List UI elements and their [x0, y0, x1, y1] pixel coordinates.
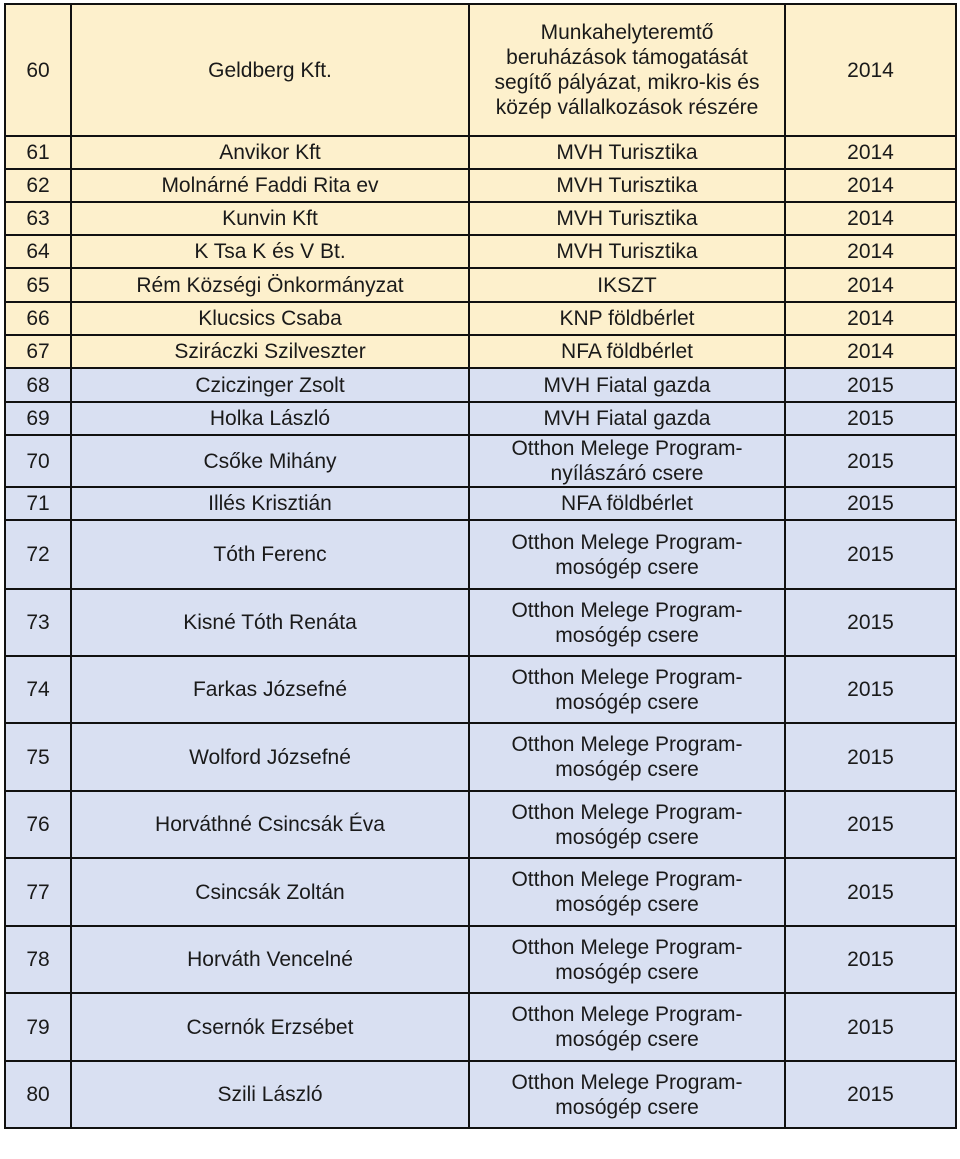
beneficiary-name-cell: Anvikor Kft: [71, 136, 469, 169]
program-cell: Otthon Melege Program- mosógép csere: [469, 993, 785, 1061]
program-cell: MVH Turisztika: [469, 169, 785, 202]
table-row: [5, 589, 956, 656]
table-row: [5, 4, 956, 136]
row-number-cell: 77: [5, 858, 71, 926]
year-cell: 2015: [785, 589, 956, 656]
row-number-cell: 63: [5, 202, 71, 235]
table-row: [5, 235, 956, 268]
program-cell: NFA földbérlet: [469, 487, 785, 520]
year-cell: 2015: [785, 723, 956, 791]
row-number-cell: 80: [5, 1061, 71, 1128]
row-number-cell: 73: [5, 589, 71, 656]
beneficiary-name-cell: Szili László: [71, 1061, 469, 1128]
row-number-cell: 67: [5, 335, 71, 368]
beneficiary-name-cell: Rém Községi Önkormányzat: [71, 268, 469, 302]
year-cell: 2014: [785, 235, 956, 268]
table-row: [5, 487, 956, 520]
beneficiary-name-cell: Horváth Vencelné: [71, 926, 469, 993]
beneficiary-name-cell: Cziczinger Zsolt: [71, 368, 469, 402]
year-cell: 2014: [785, 136, 956, 169]
table-row: [5, 858, 956, 926]
table-row: [5, 268, 956, 302]
row-number-cell: 68: [5, 368, 71, 402]
year-cell: 2015: [785, 926, 956, 993]
year-cell: 2015: [785, 487, 956, 520]
program-cell: MVH Fiatal gazda: [469, 402, 785, 435]
beneficiary-name-cell: Geldberg Kft.: [71, 4, 469, 136]
table-row: [5, 1061, 956, 1128]
year-cell: 2015: [785, 993, 956, 1061]
row-number-cell: 60: [5, 4, 71, 136]
program-cell: Otthon Melege Program- mosógép csere: [469, 589, 785, 656]
year-cell: 2015: [785, 858, 956, 926]
beneficiary-name-cell: Kunvin Kft: [71, 202, 469, 235]
program-cell: NFA földbérlet: [469, 335, 785, 368]
beneficiary-name-cell: Csincsák Zoltán: [71, 858, 469, 926]
beneficiaries-table: [4, 3, 957, 1129]
beneficiary-name-cell: Holka László: [71, 402, 469, 435]
year-cell: 2015: [785, 791, 956, 858]
program-cell: MVH Turisztika: [469, 202, 785, 235]
program-cell: IKSZT: [469, 268, 785, 302]
row-number-cell: 72: [5, 520, 71, 589]
beneficiary-name-cell: Wolford Józsefné: [71, 723, 469, 791]
year-cell: 2014: [785, 202, 956, 235]
table-row: [5, 993, 956, 1061]
beneficiary-name-cell: Csőke Mihány: [71, 435, 469, 487]
year-cell: 2014: [785, 4, 956, 136]
table-row: [5, 520, 956, 589]
program-cell: Otthon Melege Program- mosógép csere: [469, 1061, 785, 1128]
row-number-cell: 76: [5, 791, 71, 858]
table-row: [5, 402, 956, 435]
program-cell: Otthon Melege Program- mosógép csere: [469, 723, 785, 791]
table-row: [5, 169, 956, 202]
table-row: [5, 656, 956, 723]
year-cell: 2015: [785, 435, 956, 487]
year-cell: 2014: [785, 169, 956, 202]
row-number-cell: 74: [5, 656, 71, 723]
row-number-cell: 64: [5, 235, 71, 268]
beneficiary-name-cell: Tóth Ferenc: [71, 520, 469, 589]
row-number-cell: 75: [5, 723, 71, 791]
beneficiary-name-cell: Horváthné Csincsák Éva: [71, 791, 469, 858]
year-cell: 2015: [785, 1061, 956, 1128]
beneficiary-name-cell: Csernók Erzsébet: [71, 993, 469, 1061]
row-number-cell: 69: [5, 402, 71, 435]
row-number-cell: 65: [5, 268, 71, 302]
row-number-cell: 71: [5, 487, 71, 520]
year-cell: 2015: [785, 520, 956, 589]
row-number-cell: 78: [5, 926, 71, 993]
program-cell: Otthon Melege Program- mosógép csere: [469, 791, 785, 858]
beneficiary-name-cell: Farkas Józsefné: [71, 656, 469, 723]
beneficiary-name-cell: Molnárné Faddi Rita ev: [71, 169, 469, 202]
year-cell: 2015: [785, 402, 956, 435]
table-row: [5, 202, 956, 235]
table-row: [5, 368, 956, 402]
beneficiary-name-cell: Kisné Tóth Renáta: [71, 589, 469, 656]
table-body: [5, 4, 956, 1128]
table-row: [5, 435, 956, 487]
program-cell: Otthon Melege Program- mosógép csere: [469, 926, 785, 993]
program-cell: Otthon Melege Program- mosógép csere: [469, 520, 785, 589]
program-cell: Otthon Melege Program- mosógép csere: [469, 858, 785, 926]
year-cell: 2015: [785, 656, 956, 723]
program-cell: KNP földbérlet: [469, 302, 785, 335]
year-cell: 2015: [785, 368, 956, 402]
row-number-cell: 62: [5, 169, 71, 202]
year-cell: 2014: [785, 335, 956, 368]
table-row: [5, 335, 956, 368]
program-cell: MVH Fiatal gazda: [469, 368, 785, 402]
year-cell: 2014: [785, 268, 956, 302]
row-number-cell: 66: [5, 302, 71, 335]
beneficiary-name-cell: Klucsics Csaba: [71, 302, 469, 335]
program-cell: MVH Turisztika: [469, 136, 785, 169]
beneficiary-name-cell: Illés Krisztián: [71, 487, 469, 520]
beneficiary-name-cell: K Tsa K és V Bt.: [71, 235, 469, 268]
row-number-cell: 79: [5, 993, 71, 1061]
program-cell: Otthon Melege Program- mosógép csere: [469, 656, 785, 723]
year-cell: 2014: [785, 302, 956, 335]
table-row: [5, 723, 956, 791]
row-number-cell: 70: [5, 435, 71, 487]
program-cell: MVH Turisztika: [469, 235, 785, 268]
row-number-cell: 61: [5, 136, 71, 169]
table-row: [5, 926, 956, 993]
table-row: [5, 302, 956, 335]
program-cell: Munkahelyteremtő beruházások támogatását segítő pályázat, mikro-kis és közép vállalkozások részére: [469, 4, 785, 136]
table-row: [5, 136, 956, 169]
beneficiary-name-cell: Sziráczki Szilveszter: [71, 335, 469, 368]
program-cell: Otthon Melege Program- nyílászáró csere: [469, 435, 785, 487]
table-row: [5, 791, 956, 858]
